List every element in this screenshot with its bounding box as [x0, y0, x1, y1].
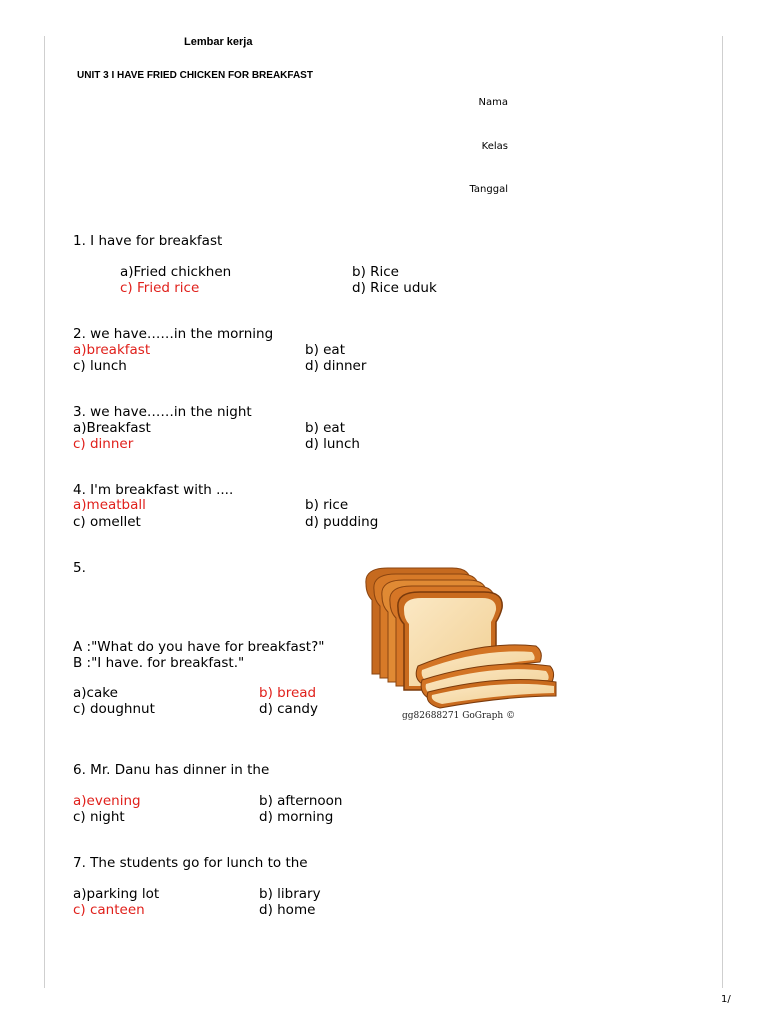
- image-caption: gg82688271 GoGraph ©: [402, 711, 516, 721]
- question-7-prompt: 7. The students go for lunch to the: [73, 855, 308, 871]
- date-field-label: Tanggal: [469, 184, 508, 195]
- name-field-label: Nama: [478, 97, 508, 108]
- question-6-option-b[interactable]: b) afternoon: [259, 793, 343, 809]
- question-4-option-d[interactable]: d) pudding: [305, 514, 379, 530]
- class-field-label: Kelas: [481, 141, 508, 152]
- question-5-option-d[interactable]: d) candy: [259, 701, 318, 717]
- question-2-option-c[interactable]: c) lunch: [73, 358, 127, 374]
- question-1-prompt: 1. I have for breakfast: [73, 233, 223, 249]
- worksheet-title: Lembar kerja: [184, 36, 253, 48]
- question-5-option-c[interactable]: c) doughnut: [73, 701, 155, 717]
- question-5-dialog-b: B :"I have. for breakfast.": [73, 655, 245, 671]
- question-1-option-d[interactable]: d) Rice uduk: [352, 280, 437, 296]
- question-4-option-c[interactable]: c) omellet: [73, 514, 141, 530]
- question-3-option-d[interactable]: d) lunch: [305, 436, 360, 452]
- question-1-option-a[interactable]: a)Fried chickhen: [120, 264, 232, 280]
- bread-loaf-image: [360, 562, 558, 710]
- question-7-option-b[interactable]: b) library: [259, 886, 321, 902]
- question-2-option-a[interactable]: a)breakfast: [73, 342, 151, 358]
- page-number: 1/: [721, 994, 731, 1005]
- question-4-option-a[interactable]: a)meatball: [73, 497, 146, 513]
- question-7-option-a[interactable]: a)parking lot: [73, 886, 160, 902]
- question-7-option-c[interactable]: c) canteen: [73, 902, 145, 918]
- question-5-option-b[interactable]: b) bread: [259, 685, 317, 701]
- page-right-border: [722, 36, 723, 988]
- question-4-option-b[interactable]: b) rice: [305, 497, 349, 513]
- question-6-prompt: 6. Mr. Danu has dinner in the: [73, 762, 270, 778]
- question-7-option-d[interactable]: d) home: [259, 902, 316, 918]
- question-5-prompt: 5.: [73, 560, 86, 576]
- question-6-option-c[interactable]: c) night: [73, 809, 125, 825]
- question-2-prompt: 2. we have……in the morning: [73, 326, 274, 342]
- question-5-option-a[interactable]: a)cake: [73, 685, 118, 701]
- question-3-option-c[interactable]: c) dinner: [73, 436, 134, 452]
- unit-title: UNIT 3 I HAVE FRIED CHICKEN FOR BREAKFAST: [77, 70, 313, 81]
- question-3-option-a[interactable]: a)Breakfast: [73, 420, 151, 436]
- question-6-option-a[interactable]: a)evening: [73, 793, 141, 809]
- question-3-option-b[interactable]: b) eat: [305, 420, 345, 436]
- question-2-option-d[interactable]: d) dinner: [305, 358, 367, 374]
- question-4-prompt: 4. I'm breakfast with ....: [73, 482, 234, 498]
- question-6-option-d[interactable]: d) morning: [259, 809, 334, 825]
- question-5-dialog-a: A :"What do you have for breakfast?": [73, 639, 325, 655]
- question-3-prompt: 3. we have……in the night: [73, 404, 252, 420]
- question-1-option-b[interactable]: b) Rice: [352, 264, 399, 280]
- question-1-option-c[interactable]: c) Fried rice: [120, 280, 200, 296]
- question-2-option-b[interactable]: b) eat: [305, 342, 345, 358]
- page-left-border: [44, 36, 45, 988]
